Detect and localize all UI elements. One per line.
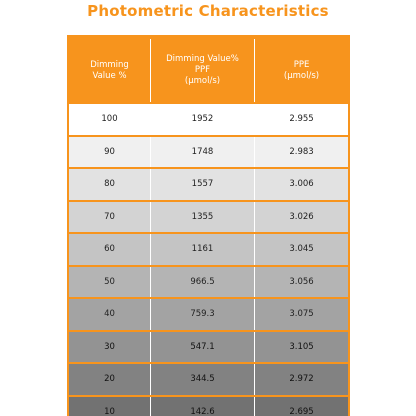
table-row: [69, 267, 348, 298]
table-cell-ppf: 344.5: [151, 364, 255, 395]
table-row: [69, 169, 348, 200]
table-cell-ppe: 2.972: [255, 364, 348, 395]
table-cell-dim: 60: [69, 234, 151, 265]
table-row: [69, 104, 348, 135]
table-cell-ppf: 547.1: [151, 332, 255, 363]
table-cell-dim: 80: [69, 169, 151, 200]
table-cell-ppe: 3.006: [255, 169, 348, 200]
header-line: Dimming Value%: [166, 54, 239, 64]
table-row: [69, 202, 348, 233]
header-line: Dimming: [90, 59, 129, 70]
header-ppe: [255, 39, 348, 102]
table-cell-ppf: 1355: [151, 202, 255, 233]
header-line: (μmol/s): [184, 76, 221, 86]
table-cell-ppe: 2.695: [255, 397, 348, 416]
table-cell-ppe: 3.075: [255, 299, 348, 330]
table-cell-dim: 90: [69, 137, 151, 168]
header-dimming-value: [69, 39, 151, 102]
header-line: (μmol/s): [283, 70, 320, 81]
table-cell-ppe: 3.045: [255, 234, 348, 265]
table-cell-ppf: 966.5: [151, 267, 255, 298]
table-cell-dim: 100: [69, 104, 151, 135]
table-row: [69, 234, 348, 265]
table-cell-dim: 50: [69, 267, 151, 298]
table-row: [69, 397, 348, 416]
table-cell-ppe: 3.105: [255, 332, 348, 363]
data-table: [69, 37, 348, 416]
table-cell-ppf: 1748: [151, 137, 255, 168]
table-row: [69, 137, 348, 168]
table-cell-dim: 10: [69, 397, 151, 416]
header-line: PPF: [194, 65, 211, 75]
header-line: PPE: [293, 59, 310, 70]
table-cell-dim: 70: [69, 202, 151, 233]
table-cell-ppe: 2.955: [255, 104, 348, 135]
photometric-table: [67, 35, 350, 416]
table-cell-ppe: 2.983: [255, 137, 348, 168]
page-title: Photometric Characteristics: [87, 2, 329, 20]
table-cell-ppe: 3.056: [255, 267, 348, 298]
table-body: [69, 104, 348, 416]
table-cell-ppe: 3.026: [255, 202, 348, 233]
table-cell-ppf: 1161: [151, 234, 255, 265]
table-cell-dim: 40: [69, 299, 151, 330]
table-header-row: [69, 39, 348, 102]
table-cell-dim: 30: [69, 332, 151, 363]
table-cell-ppf: 759.3: [151, 299, 255, 330]
table-row: [69, 299, 348, 330]
table-cell-ppf: 1952: [151, 104, 255, 135]
table-row: [69, 364, 348, 395]
table-cell-ppf: 1557: [151, 169, 255, 200]
table-cell-ppf: 142.6: [151, 397, 255, 416]
table-row: [69, 332, 348, 363]
table-cell-dim: 20: [69, 364, 151, 395]
header-line: Value %: [92, 70, 127, 81]
header-ppf: [151, 39, 255, 102]
